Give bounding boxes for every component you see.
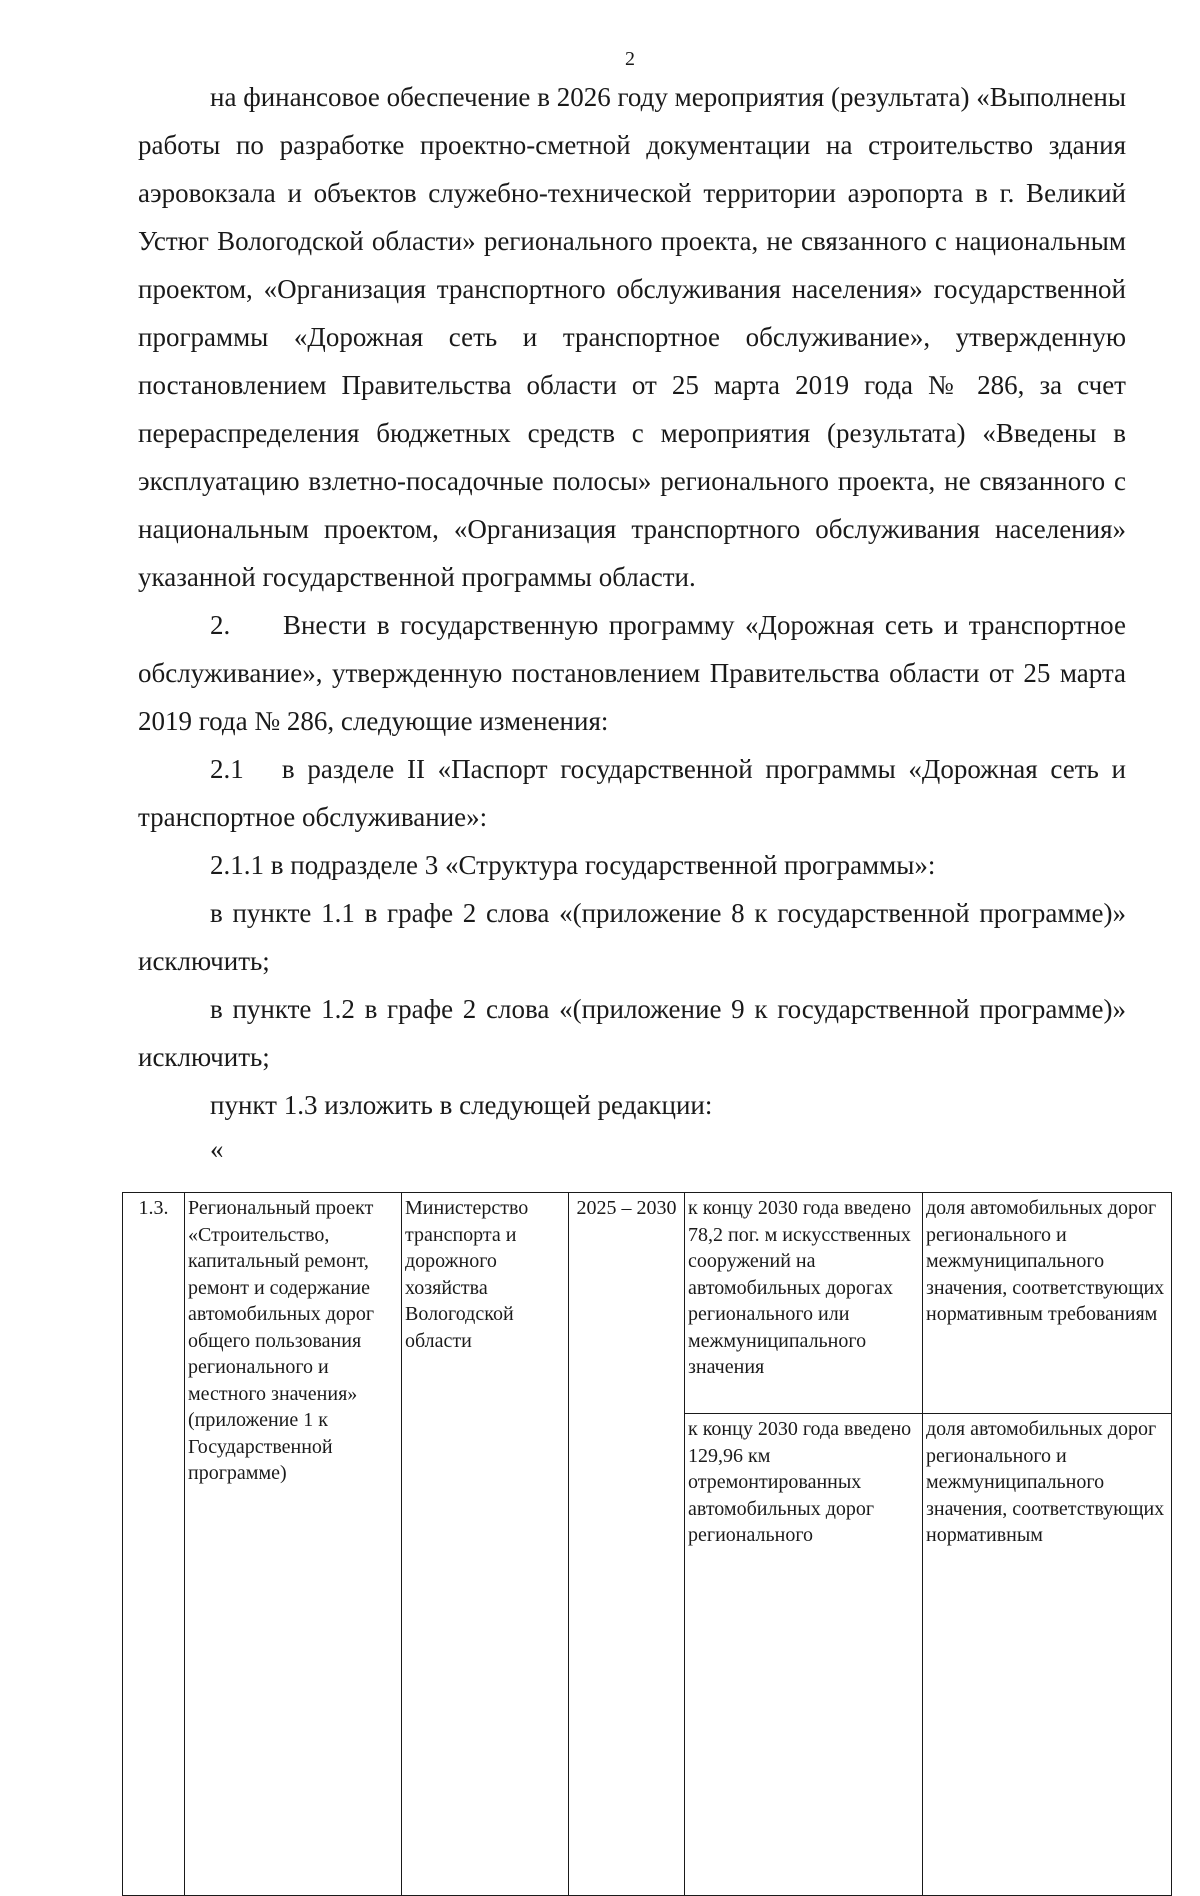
- cell-number: 1.3.: [123, 1193, 185, 1896]
- table-row: [123, 1193, 1172, 1414]
- structure-table-wrapper: [122, 1192, 1172, 1896]
- paragraph-point-1-2: в пункте 1.2 в графе 2 слова «(приложение 9 к государственной программе)» исключить;: [138, 994, 1133, 1072]
- cell-task-2: к концу 2030 года введено 129,96 км отремонтированных автомобильных дорог регионального: [685, 1414, 923, 1896]
- cell-project-name: Региональный проект «Строительство, капитальный ремонт, ремонт и содержание автомобильных дорог общего пользования регионального и местного значения» (приложение 1 к Государственной программе): [185, 1193, 402, 1896]
- cell-indicator-1: доля автомобильных дорог регионального и межмуниципального значения, соответствующих нормативным требованиям: [923, 1193, 1172, 1414]
- cell-indicator-2: доля автомобильных дорог регионального и межмуниципального значения, соответствующих нормативным: [923, 1414, 1172, 1896]
- paragraph-funding: на финансовое обеспечение в 2026 году мероприятия (результата) «Выполнены работы по разработке проектно-сметной документации на строительство здания аэровокзала и объектов служебно-технической территории аэропорта в г. Великий Устюг Вологодской области» регионального проекта, не связанного с национальным проектом, «Организация транспортного обслуживания населения» государственной программы «Дорожная сеть и транспортное обслуживание», утвержденную постановлением Правительства области от 25 марта 2019 года № 286, за счет перераспределения бюджетных средств с мероприятия (результата) «Введены в эксплуатацию взлетно-посадочные полосы» регионального проекта, не связанного с национальным проектом, «Организация транспортного обслуживания населения» указанной государственной программы области.: [138, 82, 1133, 592]
- paragraph-item-2-1: 2.1 в разделе II «Паспорт государственной программы «Дорожная сеть и транспортное обслуживание»:: [138, 754, 1133, 832]
- paragraph-point-1-3: пункт 1.3 изложить в следующей редакции:: [210, 1090, 713, 1120]
- cell-task-1: к концу 2030 года введено 78,2 пог. м искусственных сооружений на автомобильных дорогах регионального или межмуниципального значения: [685, 1193, 923, 1414]
- paragraph-item-2: 2. Внести в государственную программу «Дорожная сеть и транспортное обслуживание», утвержденную постановлением Правительства области от 25 марта 2019 года № 286, следующие изменения:: [138, 610, 1133, 736]
- cell-period: 2025 – 2030: [569, 1193, 685, 1896]
- paragraph-point-1-1: в пункте 1.1 в графе 2 слова «(приложение 8 к государственной программе)» исключить;: [138, 898, 1133, 976]
- cell-responsible: Министерство транспорта и дорожного хозяйства Вологодской области: [402, 1193, 569, 1896]
- program-structure-table: [122, 1192, 1172, 1896]
- paragraph-item-2-1-1: 2.1.1 в подразделе 3 «Структура государственной программы»:: [210, 850, 936, 880]
- opening-quote: «: [210, 1134, 224, 1164]
- document-body: [138, 73, 1133, 1169]
- page-number: 2: [625, 48, 635, 70]
